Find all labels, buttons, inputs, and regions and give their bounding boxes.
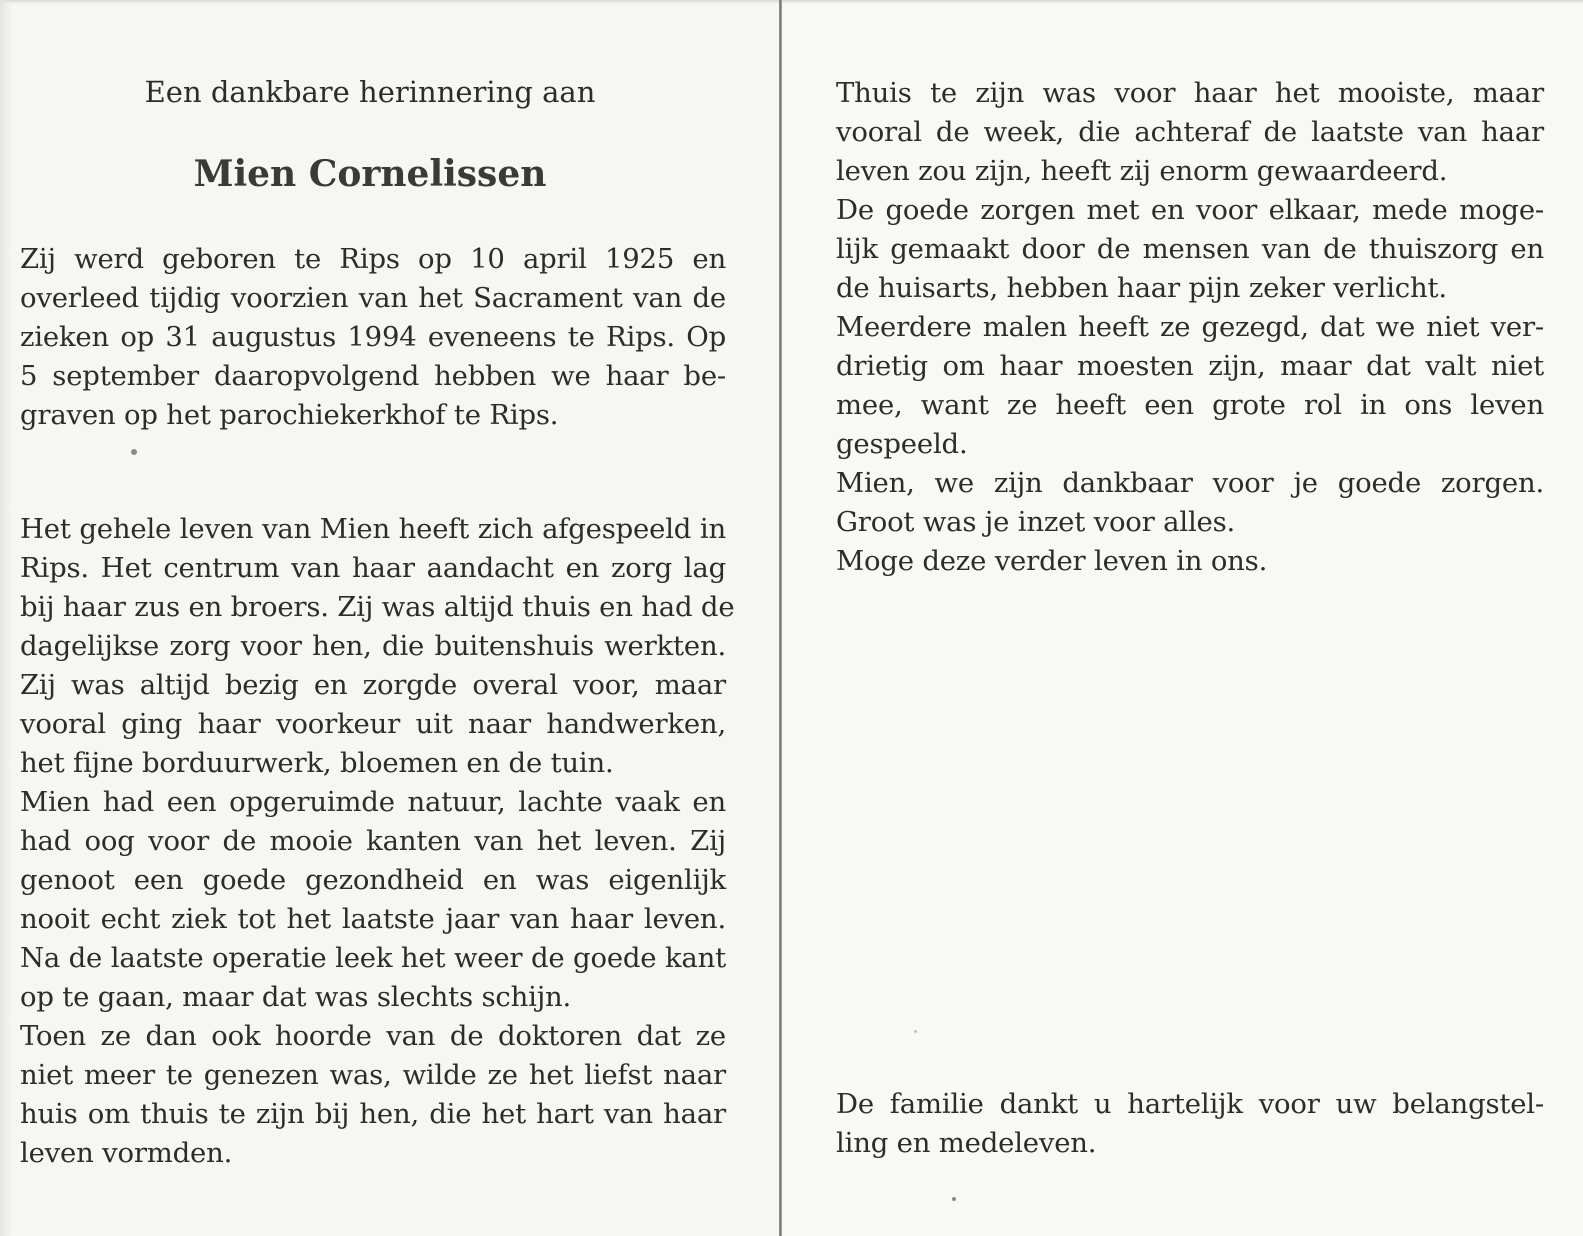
text-line: niet meer te genezen was, wilde ze het liefst naar <box>20 1059 726 1091</box>
text-line: leven zou zijn, heeft zij enorm gewaardeerd. <box>836 155 1448 187</box>
deceased-name: Mien Cornelissen <box>193 153 547 195</box>
paper-speck <box>131 449 137 455</box>
text-line: had oog voor de mooie kanten van het leven. Zij <box>20 825 726 857</box>
text-line: overleed tijdig voorzien van het Sacrament van de <box>20 282 726 314</box>
text-line: Meerdere malen heeft ze gezegd, dat we niet ver- <box>836 311 1544 343</box>
text-line: Na de laatste operatie leek het weer de goede kant <box>20 942 726 974</box>
card-fold-line <box>779 0 782 1236</box>
text-line: mee, want ze heeft een grote rol in ons leven <box>836 389 1544 421</box>
text-line: leven vormden. <box>20 1137 233 1169</box>
text-line: Mien, we zijn dankbaar voor je goede zorgen. <box>836 467 1544 499</box>
text-line: de huisarts, hebben haar pijn zeker verlicht. <box>836 272 1447 304</box>
thanks-paragraph <box>836 1085 1544 1163</box>
text-line: Rips. Het centrum van haar aandacht en zorg lag <box>20 552 726 584</box>
text-line: vooral de week, die achteraf de laatste van haar <box>836 116 1544 148</box>
text-line: De familie dankt u hartelijk voor uw belangstel- <box>836 1088 1544 1120</box>
text-line: Moge deze verder leven in ons. <box>836 545 1268 577</box>
text-line: Het gehele leven van Mien heeft zich afgespeeld in <box>20 513 726 545</box>
text-line: Groot was je inzet voor alles. <box>836 506 1236 538</box>
text-line: drietig om haar moesten zijn, maar dat valt niet <box>836 350 1544 382</box>
life-paragraph <box>20 510 735 1173</box>
memorial-subtitle: Een dankbare herinnering aan <box>144 75 596 109</box>
paper-left-edge <box>0 0 12 1236</box>
text-line: Zij was altijd bezig en zorgde overal voor, maar <box>20 669 726 701</box>
text-line: zieken op 31 augustus 1994 eveneens te Rips. Op <box>20 321 726 353</box>
text-line: genoot een goede gezondheid en was eigenlijk <box>20 864 726 896</box>
text-line: lijk gemaakt door de mensen van de thuiszorg en <box>836 233 1544 265</box>
text-line: Thuis te zijn was voor haar het mooiste, maar <box>836 77 1544 109</box>
text-line: Toen ze dan ook hoorde van de doktoren dat ze <box>20 1020 726 1052</box>
text-line: Zij werd geboren te Rips op 10 april 1925 en <box>20 243 726 275</box>
text-line: gespeeld. <box>836 428 968 460</box>
text-line: nooit echt ziek tot het laatste jaar van haar leven. <box>20 903 726 935</box>
text-line: huis om thuis te zijn bij hen, die het hart van haar <box>20 1098 726 1130</box>
birth-paragraph <box>20 240 726 435</box>
text-line: dagelijkse zorg voor hen, die buitenshuis werkten. <box>20 630 726 662</box>
text-line: Mien had een opgeruimde natuur, lachte vaak en <box>20 786 726 818</box>
home-paragraph <box>836 74 1544 581</box>
paper-speck <box>952 1197 956 1201</box>
text-line: De goede zorgen met en voor elkaar, mede moge- <box>836 194 1544 226</box>
text-line: bij haar zus en broers. Zij was altijd thuis en had de <box>20 591 735 623</box>
text-line: op te gaan, maar dat was slechts schijn. <box>20 981 572 1013</box>
paper-top-edge <box>0 0 1583 4</box>
paper-speck <box>914 1030 917 1033</box>
text-line: het fijne borduurwerk, bloemen en de tuin. <box>20 747 614 779</box>
text-line: 5 september daaropvolgend hebben we haar be- <box>20 360 726 392</box>
text-line: ling en medeleven. <box>836 1127 1097 1159</box>
text-line: vooral ging haar voorkeur uit naar handwerken, <box>20 708 726 740</box>
text-line: graven op het parochiekerkhof te Rips. <box>20 399 559 431</box>
